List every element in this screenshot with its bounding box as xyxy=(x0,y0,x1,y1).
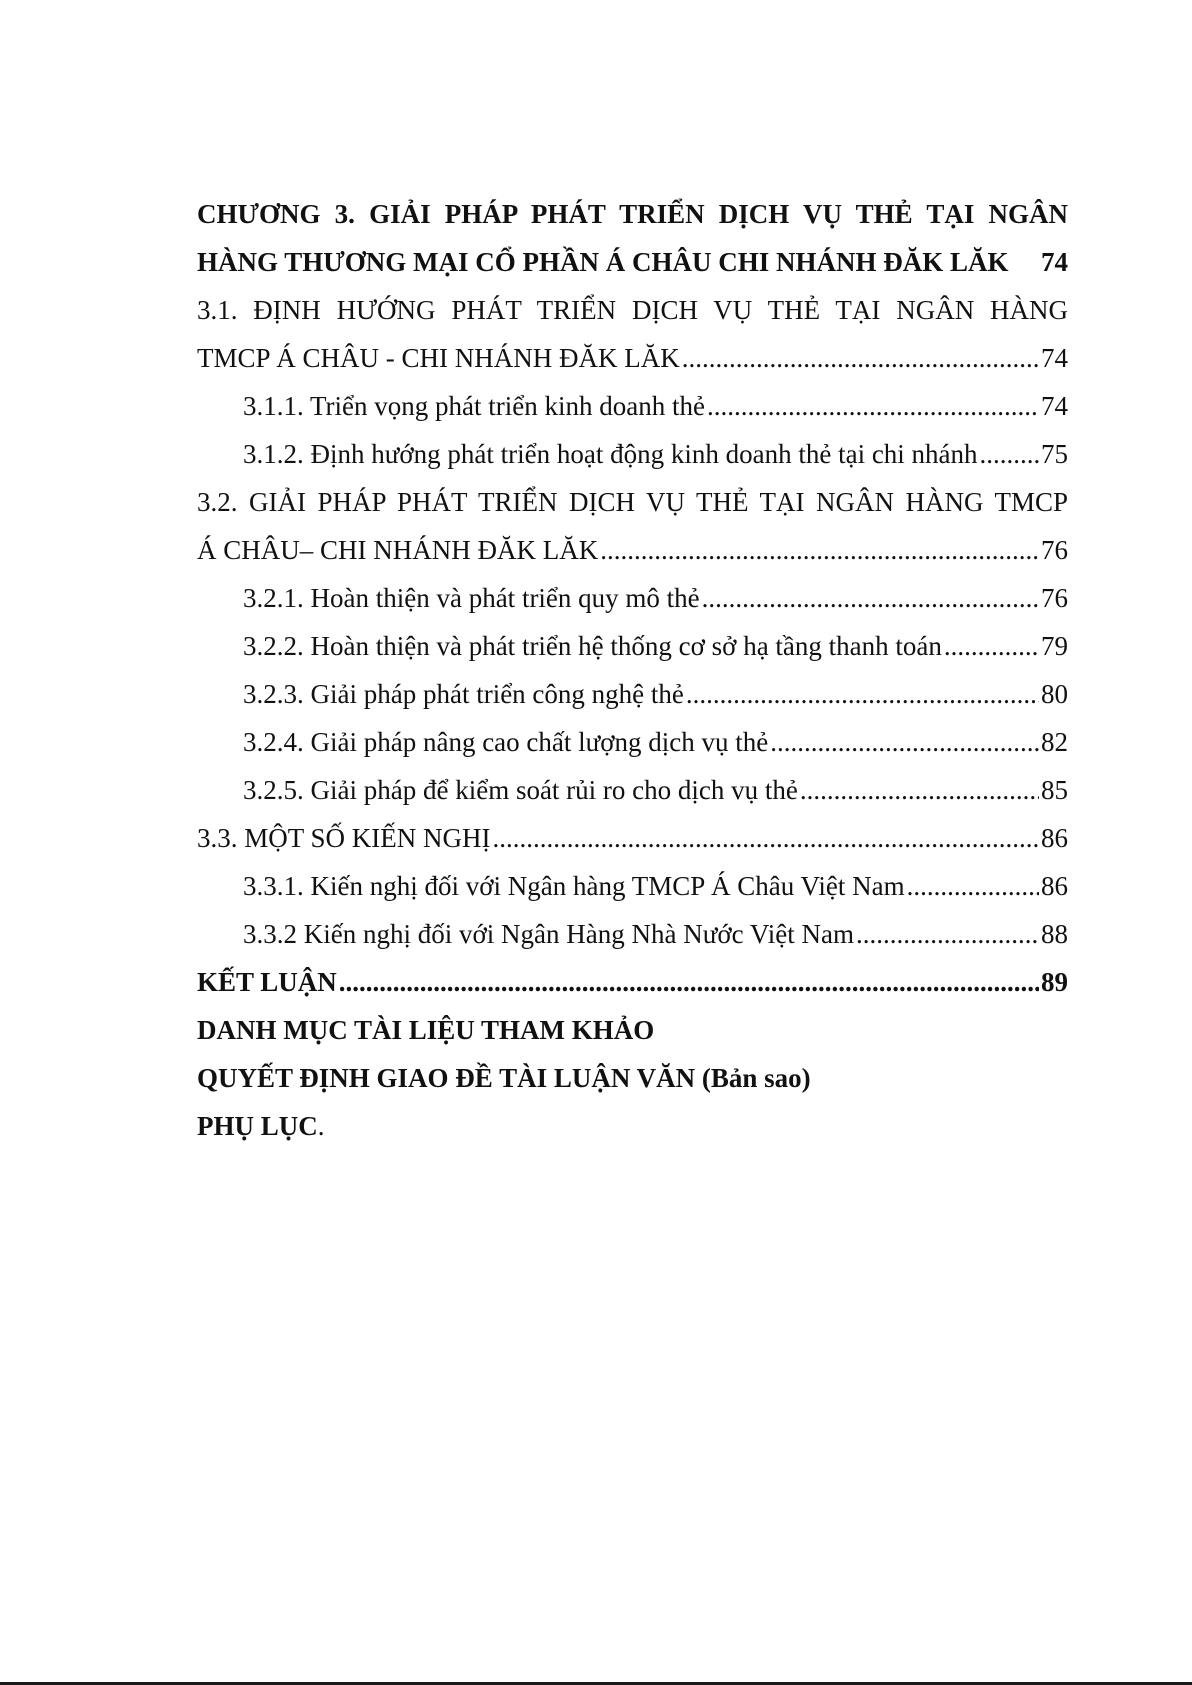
toc-appendix-title: PHỤ LỤC xyxy=(197,1111,318,1141)
toc-s311-page: 74 xyxy=(1041,391,1068,421)
dot-leader xyxy=(944,622,1039,670)
toc-chapter3-title-cont: HÀNG THƯƠNG MẠI CỔ PHẦN Á CHÂU CHI NHÁNH ĐĂK LĂK xyxy=(197,247,1009,277)
dot-leader xyxy=(493,814,1040,862)
dot-leader xyxy=(856,910,1039,958)
toc-s332-page: 88 xyxy=(1041,919,1068,949)
toc-s32-page: 76 xyxy=(1041,535,1068,565)
toc-s322-page: 79 xyxy=(1041,631,1068,661)
dot-leader xyxy=(770,718,1039,766)
dot-leader xyxy=(980,430,1039,478)
toc-s325 xyxy=(197,766,1068,814)
toc-s323-page: 80 xyxy=(1041,679,1068,709)
toc-s33 xyxy=(197,814,1068,862)
toc-s311-title: 3.1.1. Triển vọng phát triển kinh doanh thẻ xyxy=(243,391,705,421)
toc-s332-title: 3.3.2 Kiến nghị đối với Ngân Hàng Nhà Nước Việt Nam xyxy=(243,919,854,949)
toc-s32-line1: 3.2. GIẢI PHÁP PHÁT TRIỂN DỊCH VỤ THẺ TẠI NGÂN HÀNG TMCP xyxy=(197,487,1068,517)
toc-s324-title: 3.2.4. Giải pháp nâng cao chất lượng dịch vụ thẻ xyxy=(243,727,769,757)
toc-s332 xyxy=(197,910,1068,958)
dot-leader xyxy=(686,670,1039,718)
toc-decision: QUYẾT ĐỊNH GIAO ĐỀ TÀI LUẬN VĂN (Bản sao) xyxy=(197,1063,811,1093)
toc-s32-line2 xyxy=(197,526,1068,574)
toc-s32-title-cont: Á CHÂU– CHI NHÁNH ĐĂK LĂK xyxy=(197,535,599,565)
toc-s324 xyxy=(197,718,1068,766)
toc-s325-page: 85 xyxy=(1041,775,1068,805)
toc-s325-title: 3.2.5. Giải pháp để kiểm soát rủi ro cho dịch vụ thẻ xyxy=(243,775,798,805)
toc-conclusion-page: 89 xyxy=(1041,967,1068,997)
toc-s321-title: 3.2.1. Hoàn thiện và phát triển quy mô thẻ xyxy=(243,583,700,613)
toc-s321-page: 76 xyxy=(1041,583,1068,613)
toc-s331-page: 86 xyxy=(1041,871,1068,901)
toc-s322-title: 3.2.2. Hoàn thiện và phát triển hệ thống cơ sở hạ tầng thanh toán xyxy=(243,631,942,661)
dot-leader xyxy=(702,574,1039,622)
toc-s323 xyxy=(197,670,1068,718)
table-of-contents xyxy=(197,190,1068,1150)
toc-s312 xyxy=(197,430,1068,478)
dot-leader xyxy=(600,526,1039,574)
toc-references: DANH MỤC TÀI LIỆU THAM KHẢO xyxy=(197,1015,655,1045)
toc-chapter3-line2 xyxy=(197,238,1068,286)
toc-s331 xyxy=(197,862,1068,910)
toc-s33-page: 86 xyxy=(1041,823,1068,853)
dot-leader xyxy=(682,334,1039,382)
dot-leader xyxy=(339,958,1039,1006)
toc-s31-line2 xyxy=(197,334,1068,382)
toc-s323-title: 3.2.3. Giải pháp phát triển công nghệ thẻ xyxy=(243,679,684,709)
toc-conclusion xyxy=(197,958,1068,1006)
toc-s312-page: 75 xyxy=(1041,439,1068,469)
toc-chapter3-line1: CHƯƠNG 3. GIẢI PHÁP PHÁT TRIỂN DỊCH VỤ THẺ TẠI NGÂN xyxy=(197,199,1068,229)
dot-leader xyxy=(907,862,1039,910)
toc-chapter3-page: 74 xyxy=(1041,247,1068,277)
toc-s324-page: 82 xyxy=(1041,727,1068,757)
toc-appendix-period: . xyxy=(317,1111,325,1141)
dot-leader xyxy=(707,382,1039,430)
toc-s312-title: 3.1.2. Định hướng phát triển hoạt động kinh doanh thẻ tại chi nhánh xyxy=(243,439,978,469)
toc-conclusion-title: KẾT LUẬN xyxy=(197,967,337,997)
toc-s31-title-cont: TMCP Á CHÂU - CHI NHÁNH ĐĂK LĂK xyxy=(197,343,680,373)
toc-s311 xyxy=(197,382,1068,430)
toc-s331-title: 3.3.1. Kiến nghị đối với Ngân hàng TMCP Á Châu Việt Nam xyxy=(243,871,905,901)
toc-s31-line1: 3.1. ĐỊNH HƯỚNG PHÁT TRIỂN DỊCH VỤ THẺ TẠI NGÂN HÀNG xyxy=(197,295,1068,325)
toc-s321 xyxy=(197,574,1068,622)
toc-appendix xyxy=(197,1102,1068,1150)
toc-s33-title: 3.3. MỘT SỐ KIẾN NGHỊ xyxy=(197,823,491,853)
toc-s322 xyxy=(197,622,1068,670)
toc-s31-page: 74 xyxy=(1041,343,1068,373)
dot-leader xyxy=(800,766,1039,814)
